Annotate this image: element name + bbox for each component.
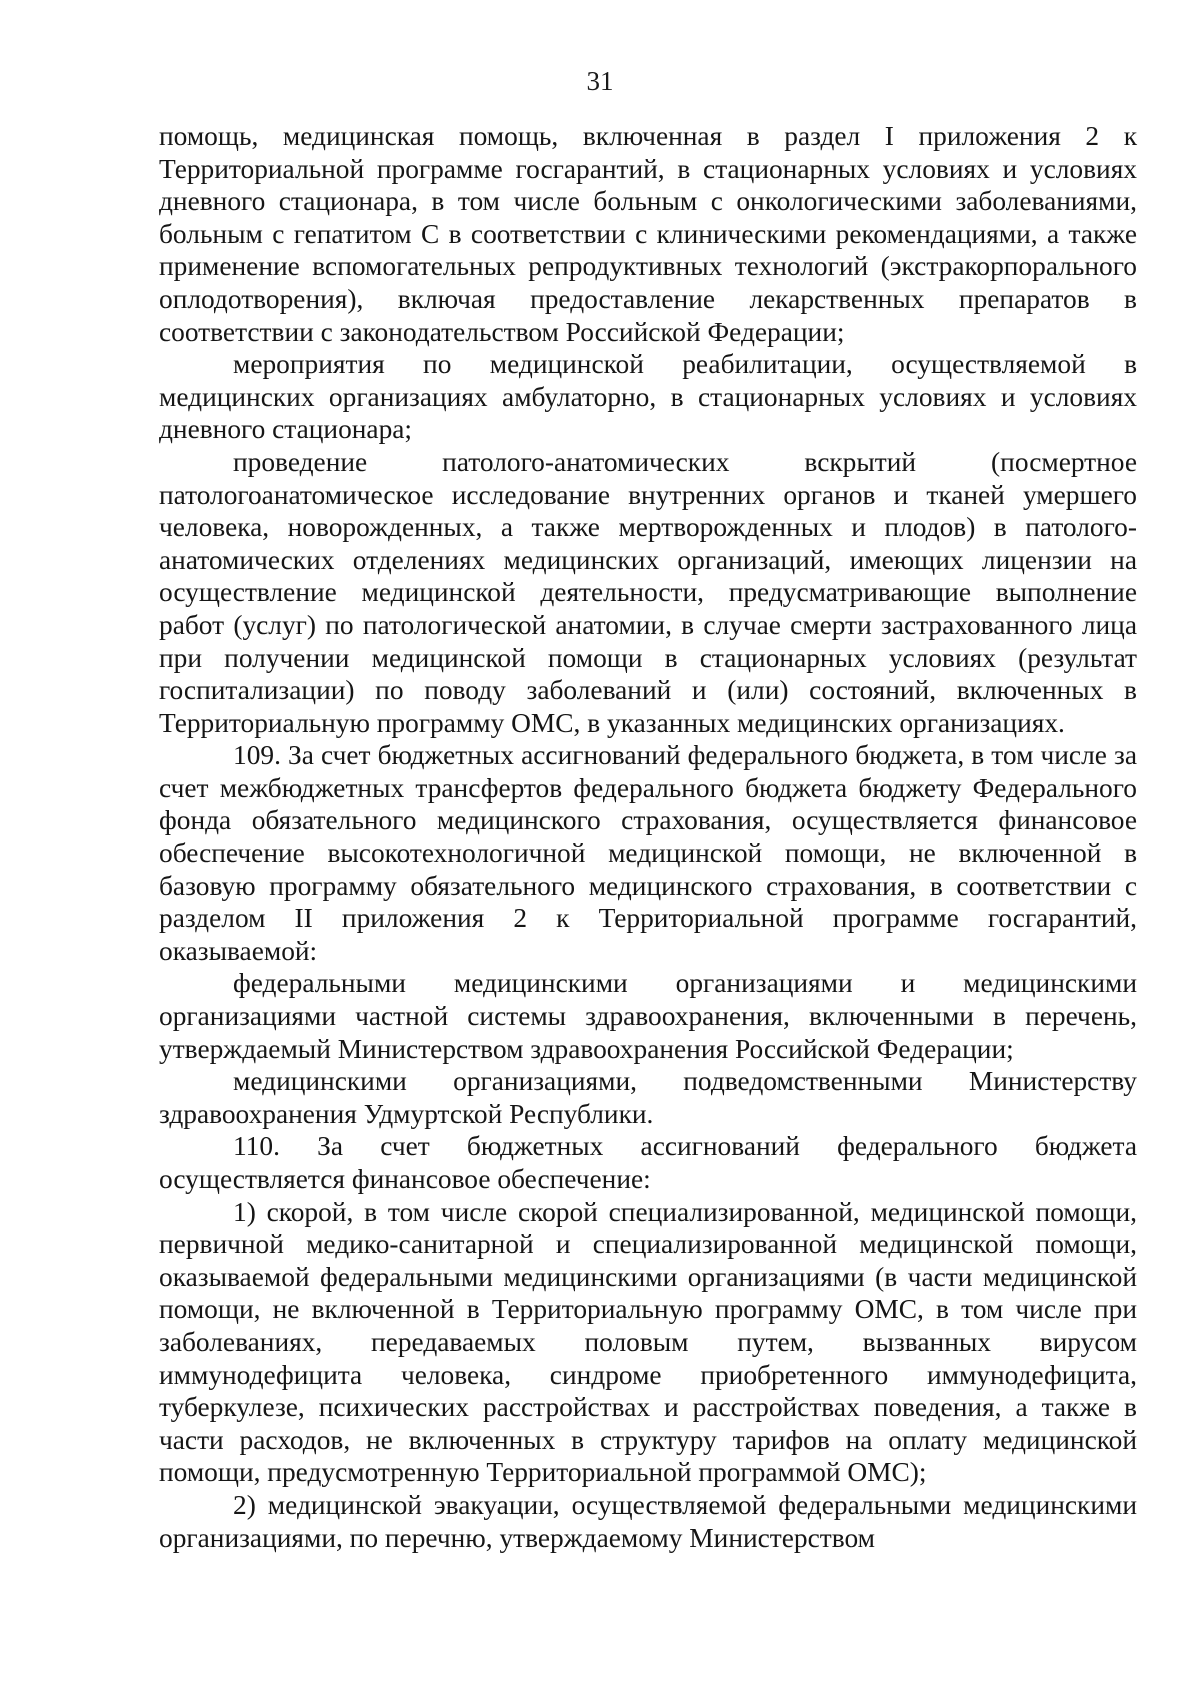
paragraph: федеральными медицинскими организациями и медицинскими организациями частной системы здравоохранения, включенными в перечень, утверждаемый Министерством здравоохранения Российской Федерации;	[159, 968, 1137, 1064]
paragraph: 2) медицинской эвакуации, осуществляемой федеральными медицинскими организациями, по перечню, утверждаемому Министерством	[159, 1489, 1137, 1553]
document-body	[159, 120, 1137, 1554]
paragraph: помощь, медицинская помощь, включенная в раздел I приложения 2 к Территориальной программе госгарантий, в стационарных условиях и условиях дневного стационара, в том числе больным с онкологическими заболеваниями, больным с гепатитом С в соответствии с клиническими рекомендациями, а также применение вспомогательных репродуктивных технологий (экстракорпорального оплодотворения), включая предоставление лекарственных препаратов в соответствии с законодательством Российской Федерации;	[159, 121, 1137, 347]
paragraph: проведение патолого-анатомических вскрытий (посмертное патологоанатомическое исследование внутренних органов и тканей умершего человека, новорожденных, а также мертворожденных и плодов) в патолого-анатомических отделениях медицинских организаций, имеющих лицензии на осуществление медицинской деятельности, предусматривающие выполнение работ (услуг) по патологической анатомии, в случае смерти застрахованного лица при получении медицинской помощи в стационарных условиях (результат госпитализации) по поводу заболеваний и (или) состояний, включенных в Территориальную программу ОМС, в указанных медицинских организациях.	[159, 446, 1137, 738]
paragraph: 109. За счет бюджетных ассигнований федерального бюджета, в том числе за счет межбюджетных трансфертов федерального бюджета бюджету Федерального фонда обязательного медицинского страхования, осуществляется финансовое обеспечение высокотехнологичной медицинской помощи, не включенной в базовую программу обязательного медицинского страхования, в соответствии с разделом II приложения 2 к Территориальной программе госгарантий, оказываемой:	[159, 740, 1137, 966]
paragraph: медицинскими организациями, подведомственными Министерству здравоохранения Удмуртской Республики.	[159, 1066, 1137, 1129]
paragraph: мероприятия по медицинской реабилитации, осуществляемой в медицинских организациях амбулаторно, в стационарных условиях и условиях дневного стационара;	[159, 349, 1137, 445]
page-number: 31	[586, 66, 614, 96]
paragraph: 110. За счет бюджетных ассигнований федерального бюджета осуществляется финансовое обеспечение:	[159, 1131, 1137, 1194]
paragraph: 1) скорой, в том числе скорой специализированной, медицинской помощи, первичной медико-санитарной и специализированной медицинской помощи, оказываемой федеральными медицинскими организациями (в части медицинской помощи, не включенной в Территориальную программу ОМС, в том числе при заболеваниях, передаваемых половым путем, вызванных вирусом иммунодефицита человека, синдроме приобретенного иммунодефицита, туберкулезе, психических расстройствах и расстройствах поведения, а также в части расходов, не включенных в структуру тарифов на оплату медицинской помощи, предусмотренную Территориальной программой ОМС);	[159, 1196, 1137, 1488]
